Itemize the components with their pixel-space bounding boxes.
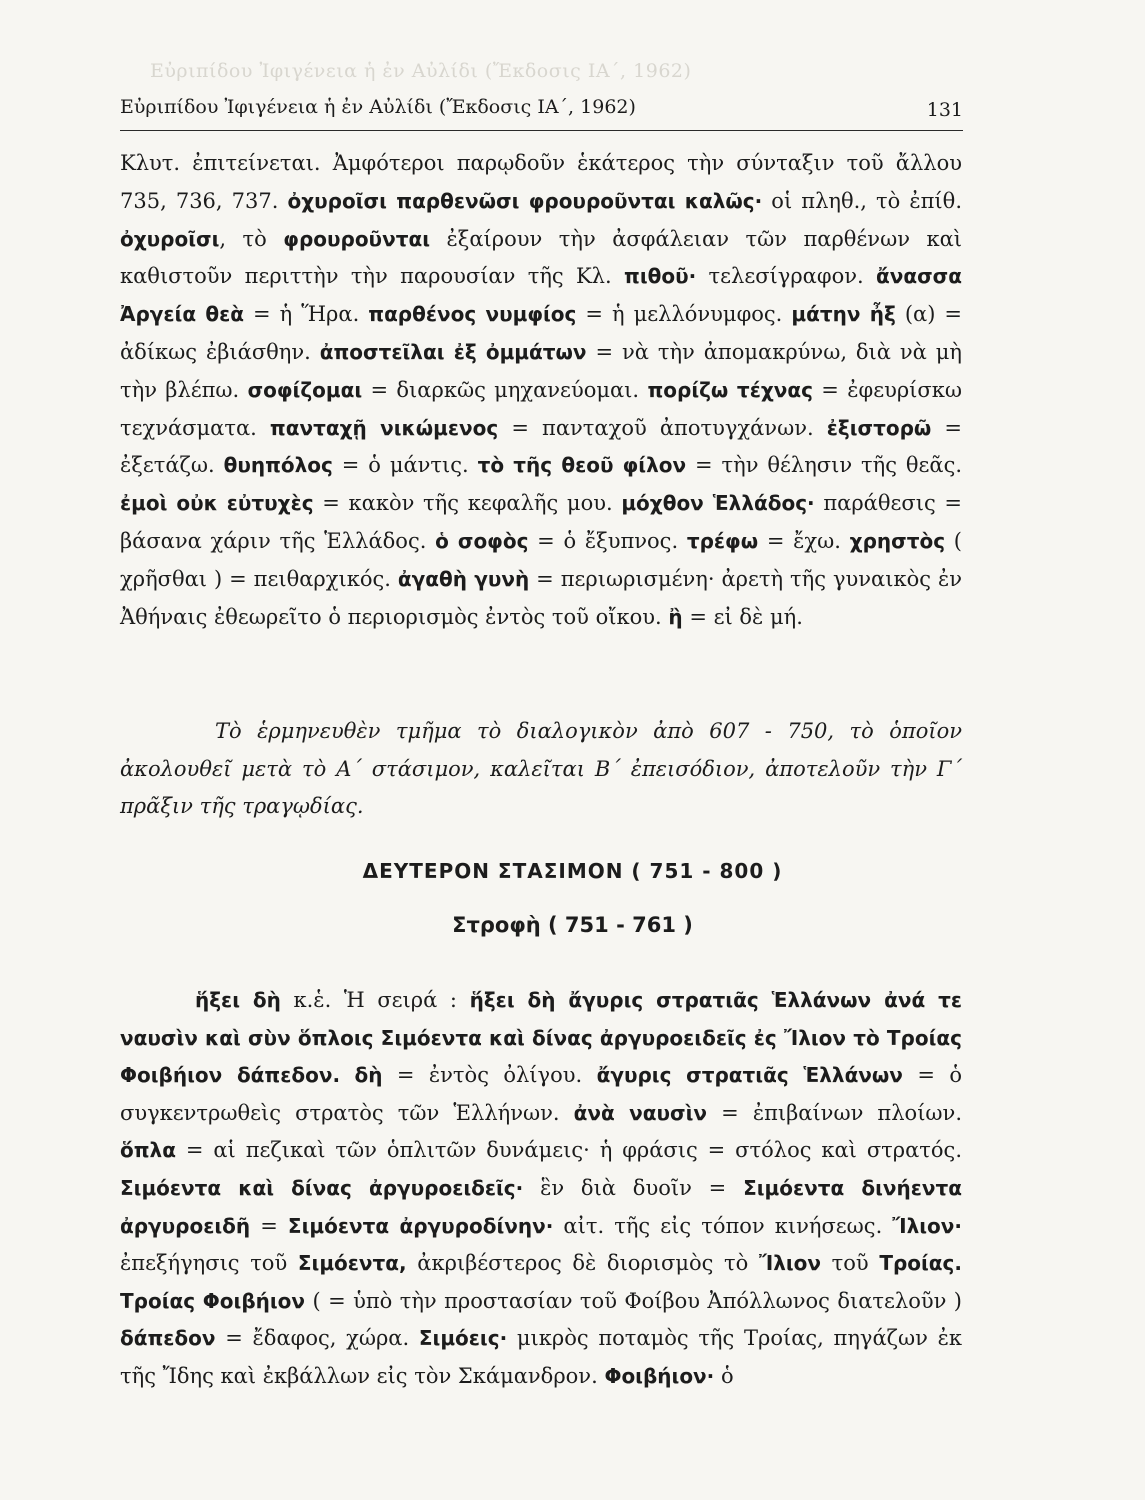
gloss-text: = κακὸν τῆς κεφαλῆς μου. [313,491,622,516]
gloss-text: = ὁ μάντις. [332,453,478,478]
bold-lemma: Σιμόεντα δινήεντα ἀργυροειδῆ [120,1175,963,1238]
gloss-text: ( χρῆσθαι ) = πειθαρχικός. [120,528,962,591]
gloss-text: ( = ὑπὸ τὴν προστασίαν τοῦ Φοίβου Ἀπόλλωνος διατελοῦν ) [305,1288,963,1313]
gloss-text: = εἰ δὲ μή. [682,604,803,629]
header-title: Εὐριπίδου Ἰφιγένεια ἡ ἐν Αὐλίδι (Ἔκδοσις ΙΑ΄, 1962) [120,96,636,118]
bold-lemma: ἀποστεῖλαι ἐξ ὀμμάτων [319,339,587,364]
gloss-text: Κλυτ. ἐπιτείνεται. Ἀμφότεροι παρῳδοῦν ἑκάτερος τὴν σύνταξιν τοῦ ἄλλου 735, 736, 737. [120,151,962,213]
bold-lemma: ἥξει δὴ ἄγυρις στρατιᾶς Ἑλλάνων ἀνά τε ναυσὶν καὶ σὺν ὅπλοις Σιμόεντα καὶ δίνας ἀργυροειδεῖς ἐς Ἴλιον τὸ Τροίας Φοιβήιον δάπεδον. [120,988,962,1088]
gloss-text: ὁ [714,1363,734,1388]
gloss-text: κ.ἑ. Ἡ σειρά : [280,988,470,1012]
explanatory-note [120,713,962,826]
bold-lemma: πανταχῇ νικώμενος [269,415,499,440]
bold-lemma: σοφίζομαι [247,377,363,402]
bold-lemma: μάτην ἦξ [791,302,896,327]
gloss-text: τελεσίγραφον. [696,264,876,289]
bold-lemma: ἀγαθὴ γυνὴ [397,566,530,591]
bold-lemma: φρουροῦνται [283,226,430,251]
gloss-text: αἰτ. τῆς εἰς τόπον κινήσεως. [553,1213,893,1238]
paragraph-text [120,145,962,636]
bold-lemma: Σιμόεντα, [297,1251,407,1276]
gloss-text: = νὰ τὴν ἀπομακρύνω, διὰ νὰ μὴ τὴν βλέπω. [120,339,962,402]
bold-lemma: πορίζω τέχνας [647,377,813,402]
commentary-paragraph-1 [120,145,962,636]
gloss-text: = διαρκῶς μηχανεύομαι. [362,377,648,402]
gloss-text: = τὴν θέλησιν τῆς θεᾶς. [686,453,963,478]
gloss-text: = [250,1213,288,1238]
bold-lemma: μόχθον Ἑλλάδος· [621,491,815,516]
gloss-text: = ἐντὸς ὀλίγου. [382,1063,597,1088]
bold-lemma: θυηπόλος [223,453,333,478]
bold-lemma: Τροίας. Τροίας Φοιβήιον [120,1251,962,1313]
gloss-text: ἀκριβέστερος δὲ διορισμὸς τὸ [406,1251,759,1276]
gloss-text: = πανταχοῦ ἀποτυγχάνων. [498,415,827,440]
gloss-text: = ὁ ἔξυπνος. [528,528,687,553]
bold-lemma: ἥξει δὴ [195,988,281,1012]
gloss-text: = ἐξετάζω. [120,415,963,478]
bold-lemma: ἄγυρις στρατιᾶς Ἑλλάνων [596,1063,903,1088]
paragraph-text [120,982,962,1396]
bold-lemma: ἢ [668,604,683,629]
gloss-text [340,1063,354,1087]
bold-lemma: ὀχυροῖσι [120,226,220,251]
bold-lemma: ὀχυροῖσι παρθενῶσι φρουροῦνται καλῶς· [287,188,763,213]
bold-lemma: δὴ [354,1063,383,1088]
bold-lemma: Ἴλιον [758,1251,822,1276]
bold-lemma: ὁ σοφὸς [435,528,529,553]
gloss-text: παράθεσις = βάσανα χάριν τῆς Ἑλλάδος. [120,491,962,553]
gloss-text: ἓν διὰ δυοῖν = [523,1175,744,1200]
bold-lemma: ἐξιστορῶ [826,415,932,440]
bold-lemma: τὸ τῆς θεοῦ φίλον [477,453,687,478]
gloss-text: = ἐφευρίσκω τεχνάσματα. [120,377,963,440]
running-header [120,96,963,130]
bold-lemma: τρέφω [686,528,759,553]
bold-lemma: Φοιβήιον· [604,1363,715,1388]
gloss-text: = περιωρισμένη· ἀρετὴ τῆς γυναικὸς ἐν Ἀθήναις ἐθεωρεῖτο ὁ περιορισμὸς ἐντὸς τοῦ οἴκου. [120,566,962,629]
gloss-text: = ἐπιβαίνων πλοίων. [707,1100,962,1125]
bold-lemma: Σιμόεις· [418,1326,508,1351]
gloss-text: = ἔχω. [758,528,850,553]
gloss-text: τοῦ [821,1251,880,1276]
gloss-text: ἐπεξήγησις τοῦ [120,1251,298,1276]
bold-lemma: χρηστὸς [849,528,946,553]
bold-lemma: ἀνὰ ναυσὶν [573,1100,708,1125]
gloss-text: = ἔδαφος, χώρα. [215,1326,419,1351]
bold-lemma: πιθοῦ· [624,264,697,289]
gloss-text: , τὸ [219,226,284,251]
bold-lemma: Σιμόεντα καὶ δίνας ἀργυροειδεῖς· [120,1175,524,1200]
gloss-text: = αἱ πεζικαὶ τῶν ὁπλιτῶν δυνάμεις· ἡ φράσις = στόλος καὶ στρατός. [175,1138,962,1163]
gloss-text: (α) = ἀδίκως ἐβιάσθην. [120,302,962,364]
strophe-title: Στροφὴ ( 751 - 761 ) [452,913,693,937]
gloss-text: = ἡ μελλόνυμφος. [576,302,792,327]
bleed-through-header: Εὐριπίδου Ἰφιγένεια ἡ ἐν Αὐλίδι (Ἔκδοσις ΙΑ΄, 1962) [150,60,692,82]
commentary-paragraph-2 [120,982,962,1396]
section-title: ΔΕΥΤΕΡΟΝ ΣΤΑΣΙΜΟΝ ( 751 - 800 ) [362,859,783,883]
header-rule [120,130,963,131]
bold-lemma: ἐμοὶ οὐκ εὐτυχὲς [120,491,314,516]
note-text: Τὸ ἑρμηνευθὲν τμῆμα τὸ διαλογικὸν ἀπὸ 607 - 750, τὸ ὁποῖον ἀκολουθεῖ μετὰ τὸ Α΄ στάσιμον, καλεῖται Β΄ ἐπεισόδιον, ἀποτελοῦν τὴν Γ΄ πρᾶξιν τῆς τραγῳδίας. [120,719,962,818]
bold-lemma: παρθένος νυμφίος [368,302,577,327]
bold-lemma: δάπεδον [120,1326,216,1351]
page-number: 131 [926,99,963,121]
bold-lemma: Ἴλιον· [892,1213,962,1238]
bold-lemma: Σιμόεντα ἀργυροδίνην· [287,1213,554,1238]
bold-lemma: ἄνασσα Ἀργεία θεὰ [120,264,962,327]
bold-lemma: ὅπλα [120,1138,176,1163]
gloss-text: μικρὸς ποταμὸς τῆς Τροίας, πηγάζων ἐκ τῆς Ἴδης καὶ ἐκβάλλων εἰς τὸν Σκάμανδρον. [120,1326,962,1388]
gloss-text: = ὁ συγκεντρωθεὶς στρατὸς τῶν Ἑλλήνων. [120,1063,962,1125]
gloss-text: ἐξαίρουν τὴν ἀσφάλειαν τῶν παρθένων καὶ καθιστοῦν περιττὴν τὴν παρουσίαν τῆς Κλ. [120,226,962,289]
gloss-text: οἱ πληθ., τὸ ἐπίθ. [762,188,962,213]
gloss-text: = ἡ Ἥρα. [244,302,369,327]
